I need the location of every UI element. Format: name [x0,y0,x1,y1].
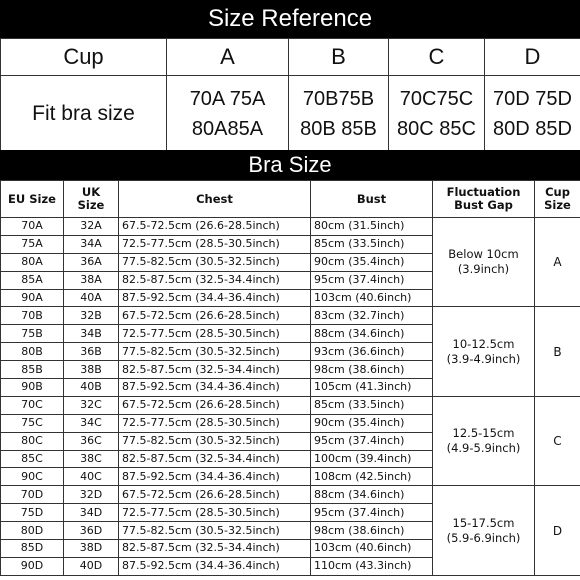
bust-header: Bust [311,181,433,218]
bust-cell: 80cm (31.5inch) [311,218,433,236]
cup-size-cell: A [535,218,580,307]
uk-size-cell: 32B [64,307,119,325]
fit-size-row [1,76,580,153]
eu-size-cell: 80A [1,253,64,271]
bust-cell: 83cm (32.7inch) [311,307,433,325]
bust-cell: 98cm (38.6inch) [311,361,433,379]
chest-cell: 77.5-82.5cm (30.5-32.5inch) [119,253,311,271]
eu-size-cell: 80C [1,432,64,450]
eu-size-cell: 75C [1,414,64,432]
chest-cell: 87.5-92.5cm (34.4-36.4inch) [119,557,311,575]
uk-size-cell: 32D [64,486,119,504]
bust-cell: 95cm (37.4inch) [311,432,433,450]
bust-gap-line: (4.9-5.9inch) [446,441,521,456]
uk-size-cell: 34A [64,235,119,253]
fit-line: 70A 75A [189,88,266,110]
fit-sizes-c [389,76,485,153]
uk-size-cell: 40C [64,468,119,486]
bust-cell: 105cm (41.3inch) [311,379,433,397]
eu-size-cell: 70B [1,307,64,325]
chest-cell: 82.5-87.5cm (32.5-34.4inch) [119,450,311,468]
cup-size-cell: B [535,307,580,396]
chest-cell: 82.5-87.5cm (32.5-34.4inch) [119,540,311,558]
eu-size-cell: 85B [1,361,64,379]
fit-line: 80D 85D [493,118,572,140]
cup-row [1,39,580,76]
chest-cell: 67.5-72.5cm (26.6-28.5inch) [119,218,311,236]
table-row [1,396,580,414]
bust-cell: 88cm (34.6inch) [311,325,433,343]
chest-cell: 67.5-72.5cm (26.6-28.5inch) [119,486,311,504]
size-reference-title: Size Reference [0,0,580,38]
eu-size-cell: 90D [1,557,64,575]
header-line: Size [544,198,571,212]
bust-cell: 103cm (40.6inch) [311,289,433,307]
bust-gap-cell [433,307,535,396]
eu-size-cell: 85D [1,540,64,558]
chest-header: Chest [119,181,311,218]
chest-cell: 72.5-77.5cm (28.5-30.5inch) [119,235,311,253]
table-row [1,218,580,236]
eu-size-cell: 75B [1,325,64,343]
bust-gap-line: 12.5-15cm [452,426,515,441]
cup-a: A [167,39,289,76]
fit-line: 80B 85B [300,118,377,140]
uk-size-cell: 40D [64,557,119,575]
uk-size-header [64,181,119,218]
eu-size-cell: 75A [1,235,64,253]
uk-size-cell: 36D [64,522,119,540]
eu-size-cell: 90B [1,379,64,397]
bust-gap-line: (5.9-6.9inch) [446,530,521,545]
bust-cell: 85cm (33.5inch) [311,235,433,253]
eu-size-cell: 75D [1,504,64,522]
cup-d: D [485,39,580,76]
fit-label: Fit bra size [1,76,167,153]
eu-size-cell: 70D [1,486,64,504]
cup-size-header [535,181,580,218]
fit-line: 70D 75D [493,88,572,110]
chest-cell: 72.5-77.5cm (28.5-30.5inch) [119,325,311,343]
chest-cell: 67.5-72.5cm (26.6-28.5inch) [119,307,311,325]
uk-size-cell: 32C [64,396,119,414]
bust-cell: 95cm (37.4inch) [311,271,433,289]
header-line: Size [77,198,105,212]
eu-size-cell: 85C [1,450,64,468]
uk-size-cell: 38B [64,361,119,379]
bust-gap-line: Below 10cm [448,247,519,262]
eu-size-cell: 90C [1,468,64,486]
cup-c: C [389,39,485,76]
uk-size-cell: 34C [64,414,119,432]
fit-line: 70B75B [302,88,375,110]
fit-line: 80C 85C [397,118,476,140]
bust-cell: 95cm (37.4inch) [311,504,433,522]
fit-sizes-b [289,76,389,153]
eu-size-cell: 85A [1,271,64,289]
cup-size-cell: D [535,486,580,575]
size-reference-section [0,0,580,153]
chest-cell: 82.5-87.5cm (32.5-34.4inch) [119,361,311,379]
bra-size-header-row [1,181,580,218]
uk-size-cell: 34B [64,325,119,343]
eu-size-cell: 80D [1,522,64,540]
chest-cell: 77.5-82.5cm (30.5-32.5inch) [119,432,311,450]
uk-size-cell: 36B [64,343,119,361]
uk-size-cell: 38A [64,271,119,289]
bust-cell: 90cm (35.4inch) [311,253,433,271]
cup-label: Cup [1,39,167,76]
bust-gap-cell [433,486,535,575]
uk-size-cell: 36C [64,432,119,450]
eu-size-header: EU Size [1,181,64,218]
chest-cell: 77.5-82.5cm (30.5-32.5inch) [119,522,311,540]
bust-cell: 88cm (34.6inch) [311,486,433,504]
eu-size-cell: 70C [1,396,64,414]
fit-line: 70C75C [399,88,474,110]
chest-cell: 82.5-87.5cm (32.5-34.4inch) [119,271,311,289]
bust-gap-line: (3.9-4.9inch) [446,351,521,366]
bra-size-table [0,180,580,576]
uk-size-cell: 32A [64,218,119,236]
header-line: UK [81,185,101,199]
uk-size-cell: 36A [64,253,119,271]
uk-size-cell: 38C [64,450,119,468]
bust-cell: 110cm (43.3inch) [311,557,433,575]
cup-size-cell: C [535,396,580,485]
table-row [1,307,580,325]
bust-gap-cell [433,396,535,485]
header-line: Cup [545,185,570,199]
fit-sizes-a [167,76,289,153]
bust-gap-cell [433,218,535,307]
bust-cell: 98cm (38.6inch) [311,522,433,540]
bust-gap-line: 15-17.5cm [452,515,515,530]
uk-size-cell: 34D [64,504,119,522]
eu-size-cell: 70A [1,218,64,236]
chest-cell: 72.5-77.5cm (28.5-30.5inch) [119,504,311,522]
chest-cell: 87.5-92.5cm (34.4-36.4inch) [119,379,311,397]
bust-cell: 93cm (36.6inch) [311,343,433,361]
eu-size-cell: 90A [1,289,64,307]
chest-cell: 87.5-92.5cm (34.4-36.4inch) [119,468,311,486]
bust-gap-line: (3.9inch) [457,262,510,277]
bust-gap-line: 10-12.5cm [452,336,515,351]
chest-cell: 87.5-92.5cm (34.4-36.4inch) [119,289,311,307]
uk-size-cell: 40B [64,379,119,397]
table-row [1,486,580,504]
fit-sizes-d [485,76,580,153]
bust-cell: 90cm (35.4inch) [311,414,433,432]
eu-size-cell: 80B [1,343,64,361]
bra-size-body [1,218,580,576]
chest-cell: 72.5-77.5cm (28.5-30.5inch) [119,414,311,432]
bust-gap-header [433,181,535,218]
header-line: Fluctuation [446,185,521,199]
chest-cell: 67.5-72.5cm (26.6-28.5inch) [119,396,311,414]
uk-size-cell: 38D [64,540,119,558]
bra-size-title: Bra Size [0,150,580,180]
bust-cell: 103cm (40.6inch) [311,540,433,558]
header-line: Bust Gap [454,198,513,212]
bust-cell: 100cm (39.4inch) [311,450,433,468]
uk-size-cell: 40A [64,289,119,307]
bust-cell: 108cm (42.5inch) [311,468,433,486]
size-reference-table [0,38,580,153]
fit-line: 80A85A [191,118,264,140]
chest-cell: 77.5-82.5cm (30.5-32.5inch) [119,343,311,361]
bust-cell: 85cm (33.5inch) [311,396,433,414]
cup-b: B [289,39,389,76]
